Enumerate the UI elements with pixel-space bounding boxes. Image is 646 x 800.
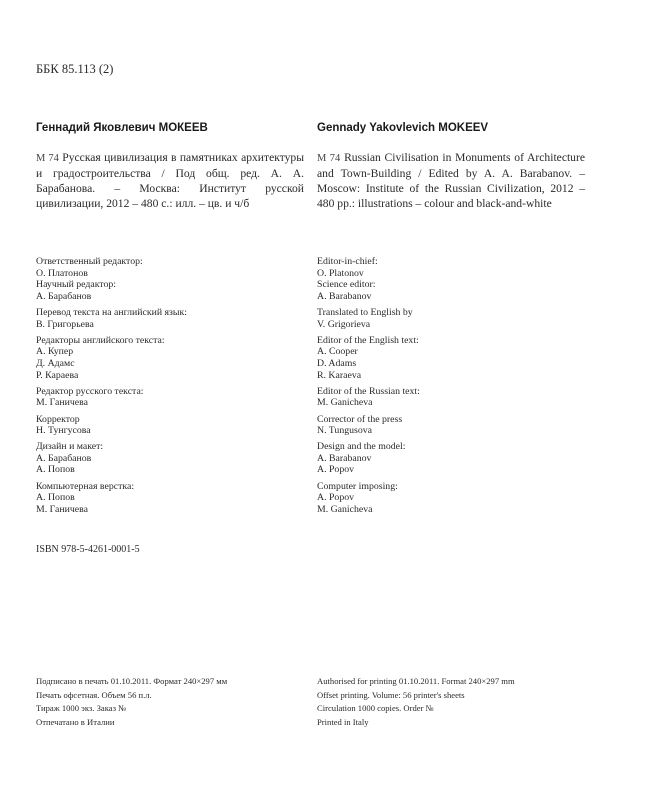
credit-group (36, 256, 306, 302)
credit-line: А. Попов (36, 464, 75, 476)
credit-group (36, 335, 306, 381)
credit-line: В. Григорьева (36, 318, 94, 330)
imprint-line: Подписано в печать 01.10.2011. Формат 240×297 мм (36, 676, 228, 686)
imprint-line: Offset printing. Volume: 56 printer's sheets (317, 689, 465, 700)
credit-line: М. Ганичева (36, 397, 88, 409)
credit-line: Translated to English by (317, 306, 413, 318)
credit-line: М. Ганичева (36, 503, 88, 515)
credit-line: Editor-in-chief: (317, 256, 378, 267)
credit-line: A. Barabanov (317, 290, 372, 302)
imprint-line: Отпечатано в Италии (36, 716, 115, 727)
credit-line: Компьютерная верстка: (36, 480, 135, 492)
credit-line: A. Cooper (317, 346, 358, 358)
credit-line: O. Platonov (317, 267, 364, 279)
credit-line: Science editor: (317, 279, 376, 291)
credit-line: Редактор русского текста: (36, 385, 144, 397)
author-name-ru: Геннадий Яковлевич МОКЕЕВ (36, 122, 208, 134)
credit-line: А. Купер (36, 346, 74, 358)
description-text-ru: Русская цивилизация в памятниках архитектуры и градостроительства / Под общ. ред. А. А. Барабанова. – Москва: Институт русской цивилизации, 2012 – 480 с.: илл. – цв. и ч/б (36, 151, 304, 210)
credit-line: Научный редактор: (36, 279, 117, 291)
credit-line: А. Попов (36, 492, 75, 504)
credit-line: О. Платонов (36, 267, 88, 279)
credit-line: Computer imposing: (317, 480, 398, 492)
credit-group (36, 481, 306, 516)
imprint-en (317, 675, 515, 729)
description-en (317, 150, 585, 211)
credit-group (317, 335, 587, 381)
credit-line: A. Popov (317, 492, 355, 504)
credit-line: Editor of the English text: (317, 334, 419, 346)
credit-line: D. Adams (317, 357, 357, 369)
imprint-line: Authorised for printing 01.10.2011. Format 240×297 mm (317, 676, 515, 686)
isbn: ISBN 978-5-4261-0001-5 (36, 544, 140, 555)
credit-line: Н. Тунгусова (36, 425, 91, 437)
credit-line: Дизайн и макет: (36, 441, 104, 453)
credit-group (317, 441, 587, 476)
credit-line: Р. Караева (36, 369, 79, 381)
credit-group (317, 481, 587, 516)
credit-group (317, 307, 587, 330)
credit-line: А. Барабанов (36, 452, 92, 464)
credit-line: Д. Адамс (36, 357, 75, 369)
credit-group (36, 386, 306, 409)
catalog-code-en: М 74 (317, 153, 341, 164)
bbk-classification: ББК 85.113 (2) (36, 62, 114, 76)
credit-line: Ответственный редактор: (36, 256, 143, 267)
credit-line: M. Ganicheva (317, 397, 373, 409)
credit-line: Корректор (36, 413, 80, 425)
credit-group (317, 386, 587, 409)
imprint-line: Circulation 1000 copies. Order № (317, 703, 434, 714)
credit-line: А. Барабанов (36, 290, 92, 302)
description-text-en: Russian Civilisation in Monuments of Architecture and Town-Building / Edited by A. A. Barabanov. – Moscow: Institute of the Russian Civilization, 2012 – 480 pp.: illustrations – colour and black-and-white (317, 151, 585, 210)
imprint-line: Printed in Italy (317, 716, 369, 727)
credit-group (36, 307, 306, 330)
credit-line: M. Ganicheva (317, 503, 373, 515)
credit-line: A. Popov (317, 464, 355, 476)
credit-line: A. Barabanov (317, 452, 372, 464)
author-name-en: Gennady Yakovlevich MOKEEV (317, 122, 489, 134)
credits-ru (36, 256, 306, 520)
credit-group (36, 441, 306, 476)
credit-line: Редакторы английского текста: (36, 334, 165, 346)
credit-line: Editor of the Russian text: (317, 385, 420, 397)
credit-group (317, 256, 587, 302)
credit-line: Design and the model: (317, 441, 406, 453)
credit-line: Corrector of the press (317, 413, 403, 425)
credits-en (317, 256, 587, 520)
credit-line: R. Karaeva (317, 369, 362, 381)
credit-group (317, 414, 587, 437)
imprint-line: Печать офсетная. Объем 56 п.л. (36, 689, 152, 700)
credit-line: V. Grigorieva (317, 318, 371, 330)
catalog-code-ru: М 74 (36, 153, 59, 164)
credit-line: Перевод текста на английский язык: (36, 306, 187, 318)
imprint-ru (36, 675, 227, 729)
credit-group (36, 414, 306, 437)
credit-line: N. Tungusova (317, 425, 372, 437)
description-ru (36, 150, 304, 211)
imprint-line: Тираж 1000 экз. Заказ № (36, 703, 127, 714)
